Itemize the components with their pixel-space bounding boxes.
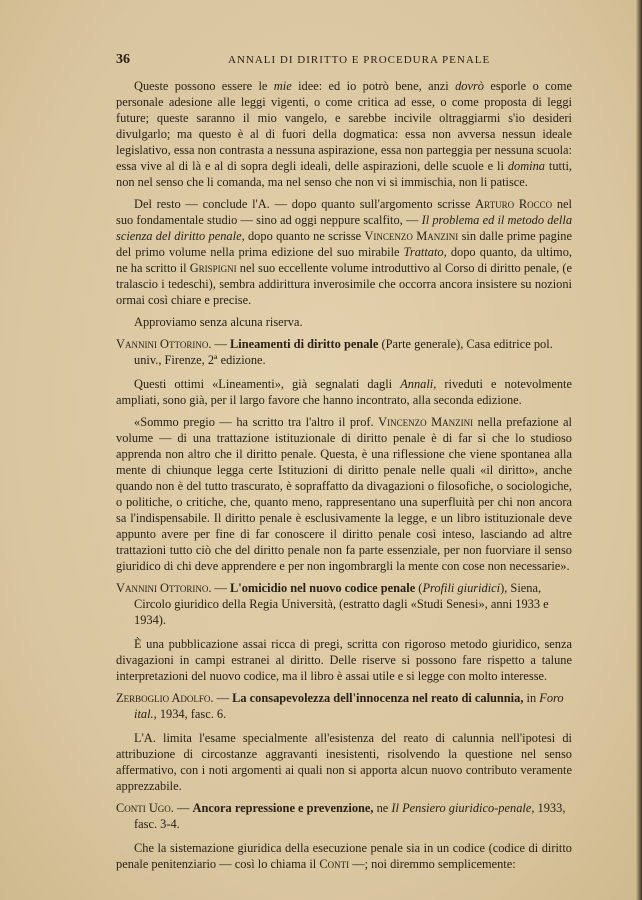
entry-author: Zerboglio Adolfo. — [116, 691, 214, 705]
running-title: ANNALI DI DIRITTO E PROCEDURA PENALE — [228, 54, 491, 66]
paragraph-1: Queste possono essere le mie idee: ed io potrò bene, anzi dovrò esporle o come personale adesione alle leggi vigenti, o come critica ad esse, o come proposta di leggi future; queste saranno il mio vangelo, e sarebbe incivile oltraggiarmi s'io desideri divulgarlo; ma questo è al di fuori della dogmatica: essa non avversa nessun ideale legislativo, essa non contrasta a nessuna aspirazione, essa non parteggia per nessuna scuola: essa vive al di là e al di sopra degli ideali, delle aspirazioni, delle scuole e li domina tutti, non nel senso che li comanda, ma nel senso che non vi si immischia, non li patisce. — [116, 79, 572, 189]
entry-author: Vannini Ottorino. — [116, 581, 212, 595]
entry-author: Vannini Ottorino. — [116, 337, 212, 351]
entry-author: Conti Ugo. — [116, 801, 174, 815]
author-name: Arturo Rocco — [475, 197, 553, 211]
page-body — [116, 78, 572, 878]
author-name: Conti — [319, 857, 350, 871]
bibliography-entry-1: Vannini Ottorino. — Lineamenti di diritto penale (Parte generale), Casa editrice pol. univ., Firenze, 2ª edizione. — [116, 337, 553, 367]
entry-title: L'omicidio nel nuovo codice penale — [230, 581, 416, 595]
paragraph-8: Che la sistemazione giuridica della esecuzione penale sia in un codice (codice di diritto penale penitenziario — così lo chiama il Conti —; noi diremmo semplicemente: — [116, 841, 572, 871]
entry-title: Ancora repressione e prevenzione, — [192, 801, 374, 815]
paragraph-7: L'A. limita l'esame specialmente all'esistenza del reato di calunnia nell'ipotesi di attribuzione di circostanze aggravanti inesistenti, risolvendo la questione nel senso affermativo, con i noti argomenti ai quali non si apporta alcun nuovo contributo veramente apprezzabile. — [116, 731, 572, 793]
paragraph-2: Del resto — conclude l'A. — dopo quanto sull'argomento scrisse Arturo Rocco nel suo fondamentale studio — sino ad oggi neppure scalfito, — Il problema ed il metodo della scienza del diritto penale, dopo quanto ne scrisse Vincenzo Manzini sin dalle prime pagine del primo volume nella prima edizione del suo mirabile Trattato, dopo quanto, da ultimo, ne ha scritto il Grispigni nel suo eccellente volume introduttivo al Corso di diritto penale, (e tralascio i tedeschi), sembra addirittura inverosimile che occorra ancora insistere su nozioni ormai così chiare e precise. — [116, 197, 573, 307]
paragraph-3: Approviamo senza alcuna riserva. — [134, 315, 303, 329]
author-name: Grispigni — [189, 261, 237, 275]
page-edge-shadow — [636, 0, 642, 900]
paragraph-6: È una pubblicazione assai ricca di pregi, scritta con rigoroso metodo giuridico, senza divagazioni in campi estranei al diritto. Delle riserve si possono fare rispetto a talune interpretazioni del nuovo codice, ma il libro è assai utile e si legge con molto interesse. — [116, 637, 572, 683]
paragraph-5: «Sommo pregio — ha scritto tra l'altro il prof. Vincenzo Manzini nella prefazione al volume — di una trattazione istituzionale di diritto penale è di far sì che lo studioso apprenda non altro che il diritto penale. Questa, è una riflessione che viene spontanea alla mente di chiunque legga certe Istituzioni di diritto penale nelle quali «il diritto», anche quando non è del tutto trascurato, è sopraffatto da divagazioni o filosofiche, o sociologiche, o politiche, o critiche, che, quanto meno, rappresentano una superfluità per chi non ancora sa l'indispensabile. Il diritto penale è esclusivamente la legge, e un libro istituzionale deve appunto avere per fine di far conoscere il diritto penale così inteso, lasciando ad altre trattazioni tutto ciò che del diritto penale non fa parte essenziale, per non fuorviare il senso giuridico di chi deve apprendere e per non ingombrargli la mente con cose non necessarie». — [116, 415, 572, 573]
author-name: Vincenzo Manzini — [364, 229, 459, 243]
bibliography-entry-4: Conti Ugo. — Ancora repressione e prevenzione, ne Il Pensiero giuridico-penale, 1933, fasc. 3-4. — [116, 801, 566, 831]
page-number: 36 — [116, 52, 130, 67]
author-name: Vincenzo Manzini — [378, 415, 474, 429]
paragraph-4: Questi ottimi «Lineamenti», già segnalati dagli Annali, riveduti e notevolmente ampliati, sono già, per il largo favore che hanno incontrato, alla seconda edizione. — [116, 377, 572, 407]
bibliography-entry-3: Zerboglio Adolfo. — La consapevolezza dell'innocenza nel reato di calunnia, in Foro ital., 1934, fasc. 6. — [116, 691, 564, 721]
entry-title: Lineamenti di diritto penale — [230, 337, 379, 351]
entry-title: La consapevolezza dell'innocenza nel reato di calunnia, — [232, 691, 524, 705]
bibliography-entry-2: Vannini Ottorino. — L'omicidio nel nuovo codice penale (Profili giuridici), Siena, Circolo giuridico della Regia Università, (estratto dagli «Studi Senesi», anni 1933 e 1934). — [116, 581, 549, 627]
